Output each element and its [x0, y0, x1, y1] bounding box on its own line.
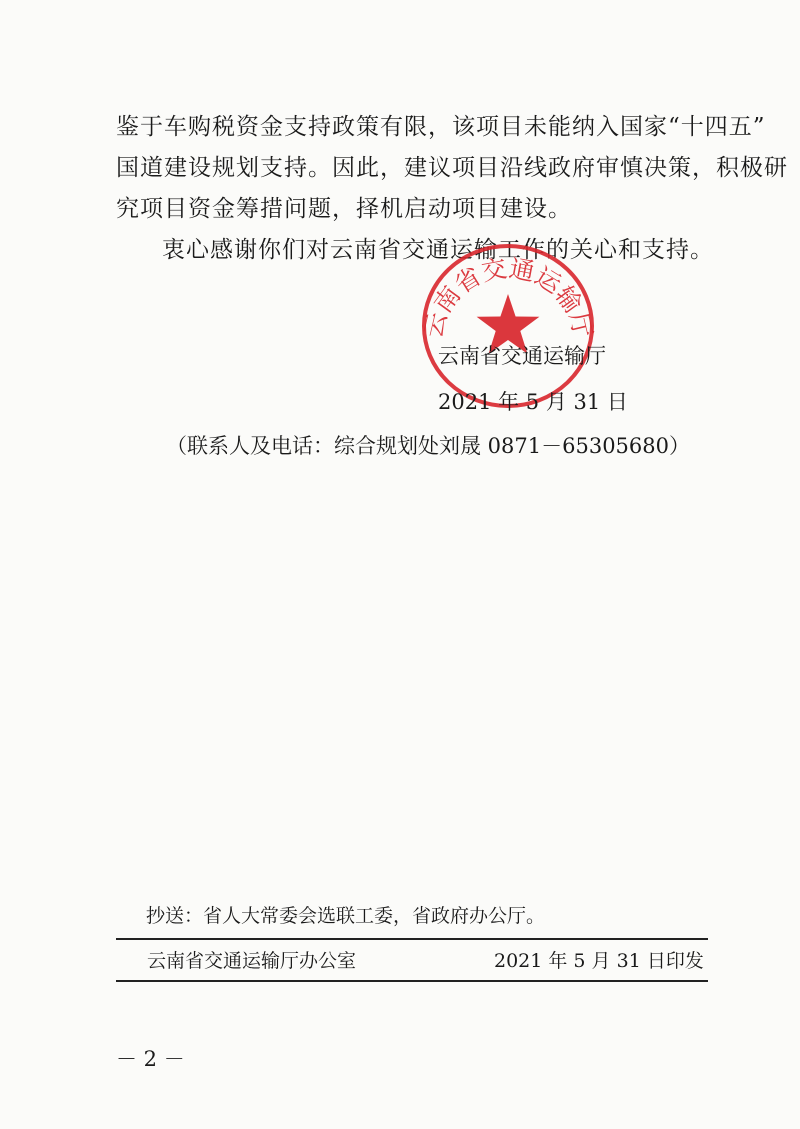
body-line-3: 究项目资金筹措问题，择机启动项目建设。	[116, 196, 572, 222]
signature-organization: 云南省交通运输厅	[438, 344, 606, 368]
body-line-4: 衷心感谢你们对云南省交通运输工作的关心和支持。	[162, 237, 714, 263]
issue-date: 2021 年 5 月 31 日印发	[494, 950, 704, 972]
cc-list: 抄送：省人大常委会选联工委，省政府办公厅。	[146, 905, 546, 927]
issuing-office: 云南省交通运输厅办公室	[147, 950, 357, 972]
seal-text: 云南省交通运输厅	[418, 253, 598, 341]
body-line-1: 鉴于车购税资金支持政策有限，该项目未能纳入国家“十四五”	[116, 114, 766, 140]
page-number: － 2 －	[116, 1047, 185, 1071]
signature-date: 2021 年 5 月 31 日	[438, 390, 628, 414]
body-line-2: 国道建设规划支持。因此，建议项目沿线政府审慎决策，积极研	[116, 155, 788, 181]
footer-rule-bottom	[116, 980, 708, 982]
contact-info: （联系人及电话：综合规划处刘晟 0871－65305680）	[166, 434, 691, 458]
footer-rule-top	[116, 938, 708, 940]
official-seal	[418, 240, 598, 412]
